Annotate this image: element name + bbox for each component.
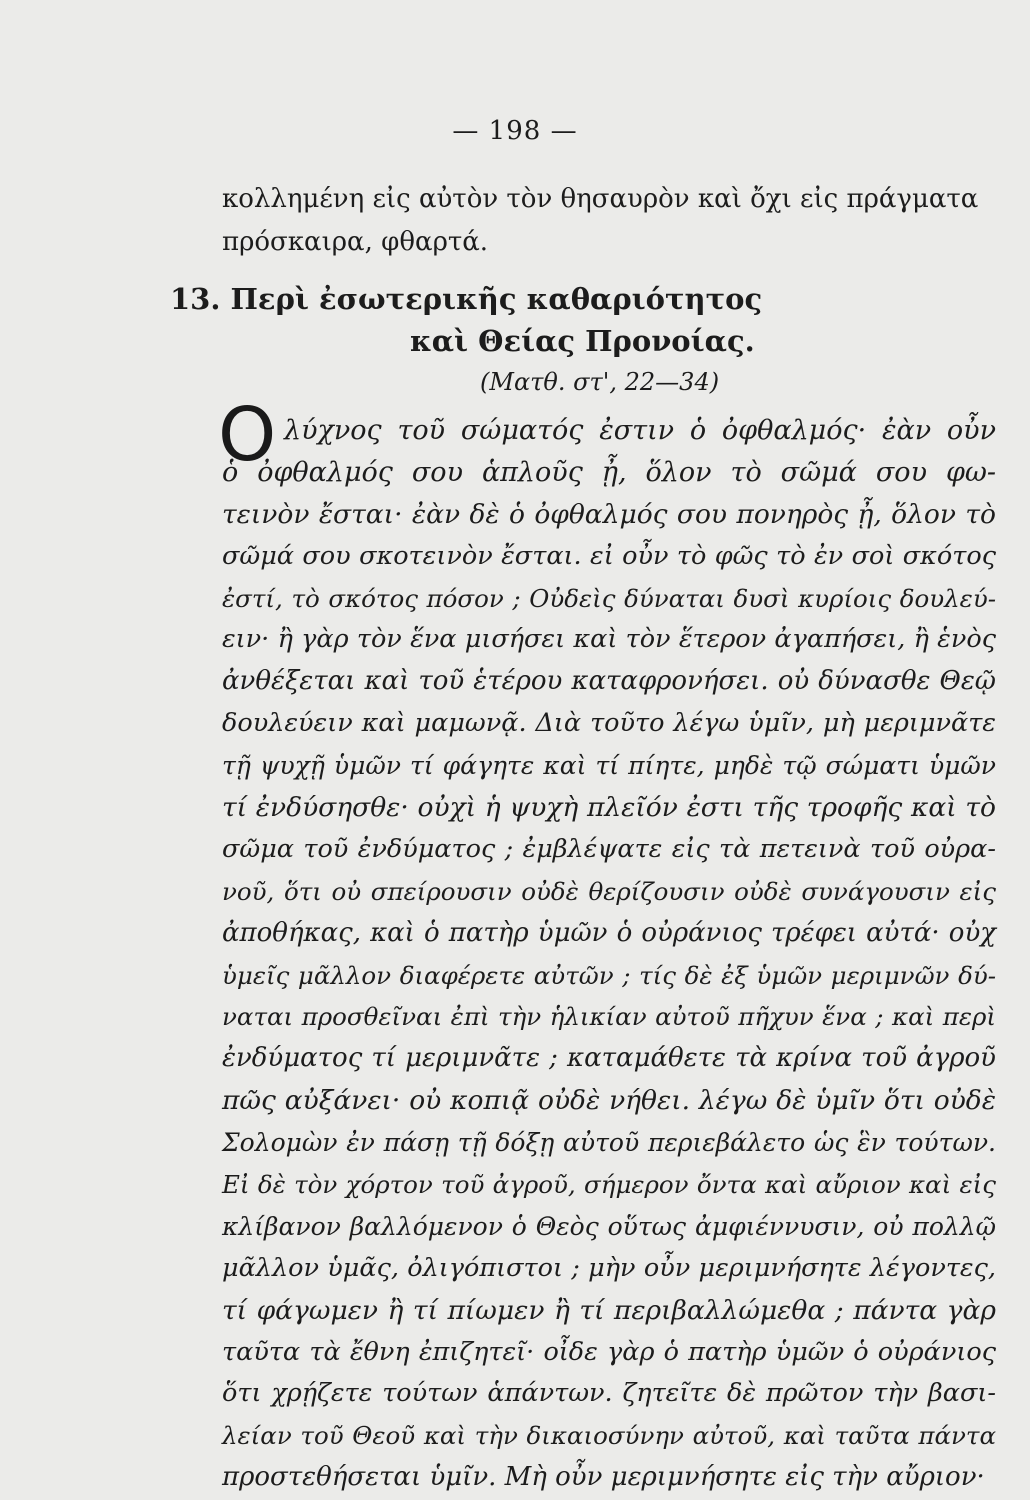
text-line: λύχνος τοῦ σώματός ἐστιν ὁ ὀφθαλμός· ἐὰν οὖν — [284, 415, 996, 446]
text-line: πρόσκαιρα, φθαρτά. — [222, 227, 489, 257]
text-line: προστεθήσεται ὑμῖν. Μὴ οὖν μεριμνήσητε εἰς τὴν αὔριον· — [222, 1462, 985, 1493]
drop-cap: Ο — [218, 392, 277, 478]
section-title-line-2: καὶ Θείας Προνοίας. — [410, 324, 755, 358]
text-line: τεινὸν ἔσται· ἐὰν δὲ ὁ ὀφθαλμός σου πονηρὸς ᾖ, ὅλον τὸ — [222, 498, 996, 530]
text-line: ἐστί, τὸ σκότος πόσον ; Οὐδεὶς δύναται δυσὶ κυρίοις δουλεύ- — [222, 583, 996, 613]
text-line: τί ἐνδύσησθε· οὐχὶ ἡ ψυχὴ πλεῖόν ἐστι τῆς τροφῆς καὶ τὸ — [222, 792, 996, 824]
text-line: ειν· ἢ γὰρ τὸν ἕνα μισήσει καὶ τὸν ἕτερον ἀγαπήσει, ἢ ἑνὸς — [222, 624, 996, 655]
text-line: δουλεύειν καὶ μαμωνᾷ. Διὰ τοῦτο λέγω ὑμῖν, μὴ μεριμνᾶτε — [222, 708, 996, 739]
text-line: σῶμά σου σκοτεινὸν ἔσται. εἰ οὖν τὸ φῶς τὸ ἐν σοὶ σκότος — [222, 540, 996, 571]
text-line: κολλημένη εἰς αὐτὸν τὸν θησαυρὸν καὶ ὄχι εἰς πράγματα — [222, 184, 979, 214]
scripture-reference: (Ματθ. στ', 22—34) — [480, 368, 720, 396]
text-line: ἀποθήκας, καὶ ὁ πατὴρ ὑμῶν ὁ οὐράνιος τρέφει αὐτά· οὐχ — [222, 917, 996, 948]
text-line: πῶς αὐξάνει· οὐ κοπιᾷ οὐδὲ νήθει. λέγω δὲ ὑμῖν ὅτι οὐδὲ — [222, 1085, 996, 1117]
text-line: ναται προσθεῖναι ἐπὶ τὴν ἡλικίαν αὐτοῦ πῆχυν ἕνα ; καὶ περὶ — [222, 1002, 996, 1032]
text-line: Εἰ δὲ τὸν χόρτον τοῦ ἀγροῦ, σήμερον ὄντα καὶ αὔριον καὶ εἰς — [222, 1170, 996, 1200]
text-line: ἀνθέξεται καὶ τοῦ ἑτέρου καταφρονήσει. οὐ δύνασθε Θεῷ — [222, 666, 996, 697]
body-paragraph — [222, 410, 996, 1499]
text-line: ὁ ὀφθαλμός σου ἁπλοῦς ᾖ, ὅλον τὸ σῶμά σου φω- — [222, 456, 996, 488]
text-line: ταῦτα τὰ ἔθνη ἐπιζητεῖ· οἶδε γὰρ ὁ πατὴρ ὑμῶν ὁ οὐράνιος — [222, 1336, 996, 1367]
text-line: μᾶλλον ὑμᾶς, ὀλιγόπιστοι ; μὴν οὖν μεριμνήσητε λέγοντες, — [222, 1252, 996, 1283]
page-number: — 198 — — [452, 116, 578, 146]
text-line: λείαν τοῦ Θεοῦ καὶ τὴν δικαιοσύνην αὐτοῦ, καὶ ταῦτα πάντα — [222, 1421, 996, 1451]
text-line: κλίβανον βαλλόμενον ὁ Θεὸς οὕτως ἀμφιέννυσιν, οὐ πολλῷ — [222, 1211, 996, 1241]
text-line: τῇ ψυχῇ ὑμῶν τί φάγητε καὶ τί πίητε, μηδὲ τῷ σώματι ὑμῶν — [222, 751, 996, 781]
text-line: νοῦ, ὅτι οὐ σπείρουσιν οὐδὲ θερίζουσιν οὐδὲ συνάγουσιν εἰς — [222, 876, 996, 906]
text-line: τί φάγωμεν ἢ τί πίωμεν ἢ τί περιβαλλώμεθα ; πάντα γὰρ — [222, 1294, 996, 1326]
text-line: ὑμεῖς μᾶλλον διαφέρετε αὐτῶν ; τίς δὲ ἐξ ὑμῶν μεριμνῶν δύ- — [222, 960, 996, 990]
text-line: ὅτι χρῄζετε τούτων ἁπάντων. ζητεῖτε δὲ πρῶτον τὴν βασι- — [222, 1378, 996, 1409]
text-line: ἐνδύματος τί μεριμνᾶτε ; καταμάθετε τὰ κρίνα τοῦ ἀγροῦ — [222, 1043, 996, 1074]
text-line: σῶμα τοῦ ἐνδύματος ; ἐμβλέψατε εἰς τὰ πετεινὰ τοῦ οὐρα- — [222, 833, 996, 864]
text-line: Σολομὼν ἐν πάσῃ τῇ δόξῃ αὐτοῦ περιεβάλετο ὡς ἓν τούτων. — [222, 1128, 996, 1158]
opening-paragraph — [222, 178, 1002, 264]
section-title-line-1: 13. Περὶ ἐσωτερικῆς καθαριότητος — [170, 282, 763, 316]
section-heading — [0, 278, 1030, 402]
